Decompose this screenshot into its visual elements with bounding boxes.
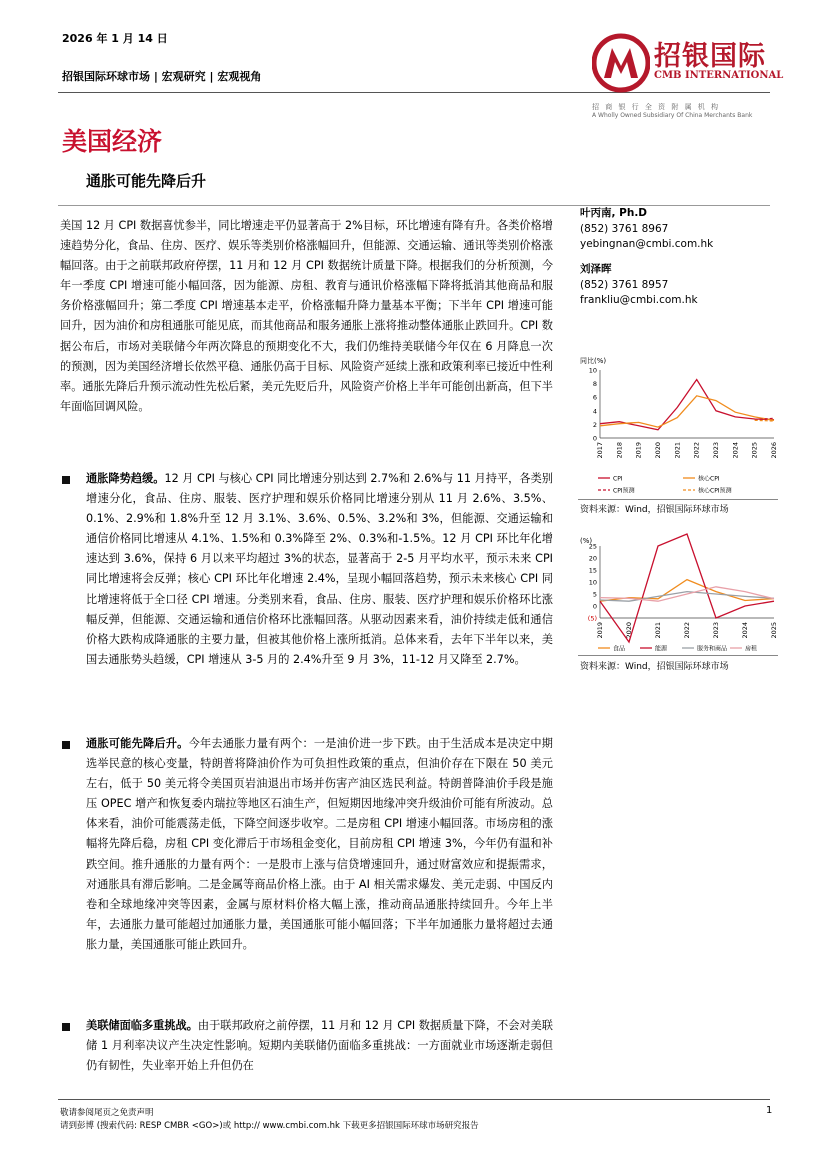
cpi-line-chart	[578, 352, 778, 498]
cmbi-emblem-icon	[592, 32, 650, 94]
x-tick-label: 2019	[634, 442, 643, 459]
series-line-核心CPI	[600, 396, 774, 427]
logo-subtitle: 招 商 银 行 全 资 附 属 机 构	[592, 103, 721, 111]
legend-label: 核心CPI	[698, 475, 720, 483]
intro-paragraph: 美国 12 月 CPI 数据喜忧参半，同比增速走平仍显著高于 2%目标，环比增速有降有升。各类价格增速趋势分化，食品、住房、医疗、娱乐等类别价格涨幅回升，但能源、交通运输、通讯等类别价格涨幅回落。由于之前联邦政府停摆，11 月和 12 月 CPI 数据统计质量下降。根据我们的分析预测，今年一季度 CPI 增速可能小幅回落，因为能源、房租、教育与通讯价格涨幅下降将抵消其他商品和服务价格涨幅回升；第二季度 CPI 增速基本走平，价格涨幅升降力量基本平衡；下半年 CPI 增速可能回升，因为油价和房租通胀可能见底，而其他商品和服务通胀上涨将推动整体通胀止跌回升。CPI 数据公布后，市场对美联储今年两次降息的预期变化不大，我们仍维持美联储今年仅在 6 月降息一次的预测，因为美国经济增长依然平稳、通胀仍高于目标、风险资产延续上涨和政策利率已接近中性利率。通胀先降后升预示流动性先松后紧，美元先贬后升，风险资产价格上半年可能创出新高，但下半年面临回调风险。	[60, 219, 553, 413]
page-number: 1	[766, 1105, 773, 1116]
y-tick-label: 6	[592, 393, 597, 402]
x-tick-label: 2024	[731, 442, 740, 459]
cmbi-logo	[590, 28, 790, 123]
x-tick-label: 2022	[683, 622, 691, 639]
bullet-body: 今年去通胀力量有两个：一是油价进一步下跌。由于生活成本是决定中期选举民意的核心变量，特朗普将降油价作为可负担性政策的重点，但油价存在下限在 50 美元左右，低于 50 美元将令美国页岩油退出市场并伤害产油区选民利益。特朗普降油价手段是施压 OPEC 增产和恢复委内瑞拉等地区石油生产，但短期因地缘冲突升级油价可能有所波动。总体来看，油价可能震荡走低，下降空间逐步收窄。二是房租 CPI 增速小幅回落。市场房租的涨幅将先降后稳，房租 CPI 变化滞后于市场租金变化，目前房租 CPI 增速 3%，今年仍有温和补跌空间。推升通胀的力量有两个：一是股市上涨与信贷增速回升，通过财富效应和提振需求，对通胀具有滞后影响。二是金属等商品价格上涨。由于 AI 相关需求爆发、美元走弱、中国反内卷和全球地缘冲突等因素，金属与原材料价格大幅上涨，推动商品通胀持续回升。今年上半年，去通胀力量可能超过加通胀力量，美国通胀可能小幅回落；下半年加通胀力量将超过去通胀力量，美国通胀可能止跌回升。	[86, 737, 553, 951]
cpi-components-chart	[578, 532, 778, 654]
analyst-email[interactable]: yebingnan@cmbi.com.hk	[580, 238, 714, 250]
bullet-paragraph	[86, 734, 553, 955]
bullet-body: 12 月 CPI 与核心 CPI 同比增速分别达到 2.7%和 2.6%与 11 月持平，各类别增速分化，食品、住房、服装、医疗护理和娱乐价格同比增速分别从 11 月 2.6%、3.5%、0.1%、2.9%和 1.8%升至 12 月 3.1%、3.6%、0.5%、3.2%和 3%，但能源、交通运输和通信价格同比增速从 4.1%、1.5%和 0.3%降至 2%、0.3%和-1.5%。12 月 CPI 环比年化增速达到 3.6%，保持 6 月以来平均超过 3%的状态，显著高于 2-5 月平均水平，预示未来 CPI 同比增速将会反弹；核心 CPI 环比年化增速 2.4%，呈现小幅回落趋势，预示未来核心 CPI 同比增速将低于全口径 CPI 增速。分类别来看，食品、住房、服装、医疗护理和娱乐价格环比涨幅反弹，但能源、交通运输和通信价格环比涨幅回落。从驱动因素来看，油价持续走低和通信价格大跌构成降通胀的主要力量，但被其他价格上涨所抵消。总体来看，去年下半年以来，美国去通胀势头趋缓，CPI 增速从 3-5 月的 2.4%升至 9 月 3%，11-12 月又降至 2.7%。	[86, 472, 553, 666]
analyst-block	[580, 206, 713, 253]
x-tick-label: 2026	[770, 442, 778, 459]
x-tick-label: 2025	[770, 622, 778, 639]
x-tick-label: 2020	[625, 622, 633, 639]
bullet-body: 由于联邦政府之前停摆，11 月和 12 月 CPI 数据质量下降，不会对美联储 1 月利率决议产生决定性影响。短期内美联储仍面临多重挑战：一方面就业市场逐渐走弱但仍有韧性，失业率开始上升但仍在	[86, 1019, 553, 1073]
chart2-ylabel: (%)	[580, 537, 593, 545]
analyst-email[interactable]: frankliu@cmbi.com.hk	[580, 294, 698, 306]
legend-label: CPI	[613, 475, 623, 483]
report-series: 招银国际环球市场 | 宏观研究 | 宏观视角	[62, 70, 262, 83]
x-tick-label: 2018	[615, 442, 624, 459]
bullet-paragraph	[86, 1016, 553, 1076]
legend-label: 能源	[655, 645, 668, 653]
y-tick-label: 20	[588, 554, 597, 563]
bullet-square-icon	[62, 476, 70, 484]
analyst-name: 叶丙南, Ph.D	[580, 207, 648, 219]
analyst-block	[580, 262, 698, 309]
logo-chinese-name: 招银国际	[654, 41, 766, 72]
bullet-heading: 通胀降势趋缓。	[86, 472, 165, 485]
bullet-heading: 美联储面临多重挑战。	[86, 1019, 198, 1032]
x-tick-label: 2022	[692, 442, 701, 459]
x-tick-label: 2025	[750, 442, 759, 459]
logo-english-name: CMB INTERNATIONAL	[654, 70, 784, 81]
report-date: 2026 年 1 月 14 日	[62, 32, 168, 45]
series-line-CPI	[600, 380, 774, 430]
bullet-square-icon	[62, 1023, 70, 1031]
y-tick-label: 5	[592, 590, 597, 599]
logo-subtitle-en: A Wholly Owned Subsidiary Of China Merchants Bank	[592, 112, 753, 119]
legend-label: 服务和商品	[697, 645, 728, 653]
y-tick-label: 2	[592, 420, 597, 429]
legend-label: 食品	[613, 645, 626, 653]
legend-label: CPI预测	[613, 487, 635, 495]
bullet-heading: 通胀可能先降后升。	[86, 737, 189, 750]
y-tick-label: 0	[592, 434, 597, 443]
y-tick-label: 25	[588, 542, 597, 551]
x-tick-label: 2021	[654, 622, 662, 639]
series-line-房租	[600, 587, 774, 601]
x-tick-label: 2019	[596, 622, 604, 639]
y-tick-label: 4	[592, 407, 597, 416]
bullet-square-icon	[62, 741, 70, 749]
y-tick-label: 15	[588, 566, 597, 575]
y-tick-label: 0	[592, 602, 597, 611]
x-tick-label: 2023	[712, 442, 720, 459]
footer-disclaimer[interactable]: 敬请参阅尾页之免责声明	[60, 1108, 154, 1118]
bullet-paragraph	[86, 469, 553, 670]
page-subtitle: 通胀可能先降后升	[86, 172, 207, 190]
analyst-name: 刘泽晖	[580, 263, 612, 275]
legend-label: 房租	[745, 645, 758, 653]
page-title: 美国经济	[62, 127, 163, 156]
y-tick-label: 8	[592, 380, 597, 389]
x-tick-label: 2024	[741, 622, 749, 639]
footer-divider	[58, 1099, 770, 1100]
x-tick-label: 2017	[596, 442, 604, 459]
y-tick-label: 10	[588, 578, 597, 587]
chart2-source-divider	[578, 655, 778, 656]
chart1-source: 资料来源：Wind，招银国际环球市场	[580, 505, 729, 515]
chart1-source-divider	[578, 499, 778, 500]
x-tick-label: 2020	[654, 442, 662, 459]
y-tick-label: (5)	[587, 614, 597, 623]
x-tick-label: 2023	[712, 622, 720, 639]
y-tick-label: 10	[588, 366, 597, 375]
chart2-source: 资料来源：Wind，招银国际环球市场	[580, 662, 729, 672]
footer-download-note[interactable]: 请到彭博 (搜索代码: RESP CMBR <GO>)或 http:// www.cmbi.com.hk 下载更多招银国际环球市场研究报告	[60, 1121, 479, 1131]
series-line-核心CPI预测	[755, 420, 774, 421]
analyst-phone: (852) 3761 8967	[580, 222, 669, 235]
chart1-ylabel: 同比(%)	[580, 357, 607, 365]
x-tick-label: 2021	[673, 442, 682, 459]
legend-label: 核心CPI预测	[698, 487, 732, 495]
analyst-phone: (852) 3761 8957	[580, 278, 669, 291]
